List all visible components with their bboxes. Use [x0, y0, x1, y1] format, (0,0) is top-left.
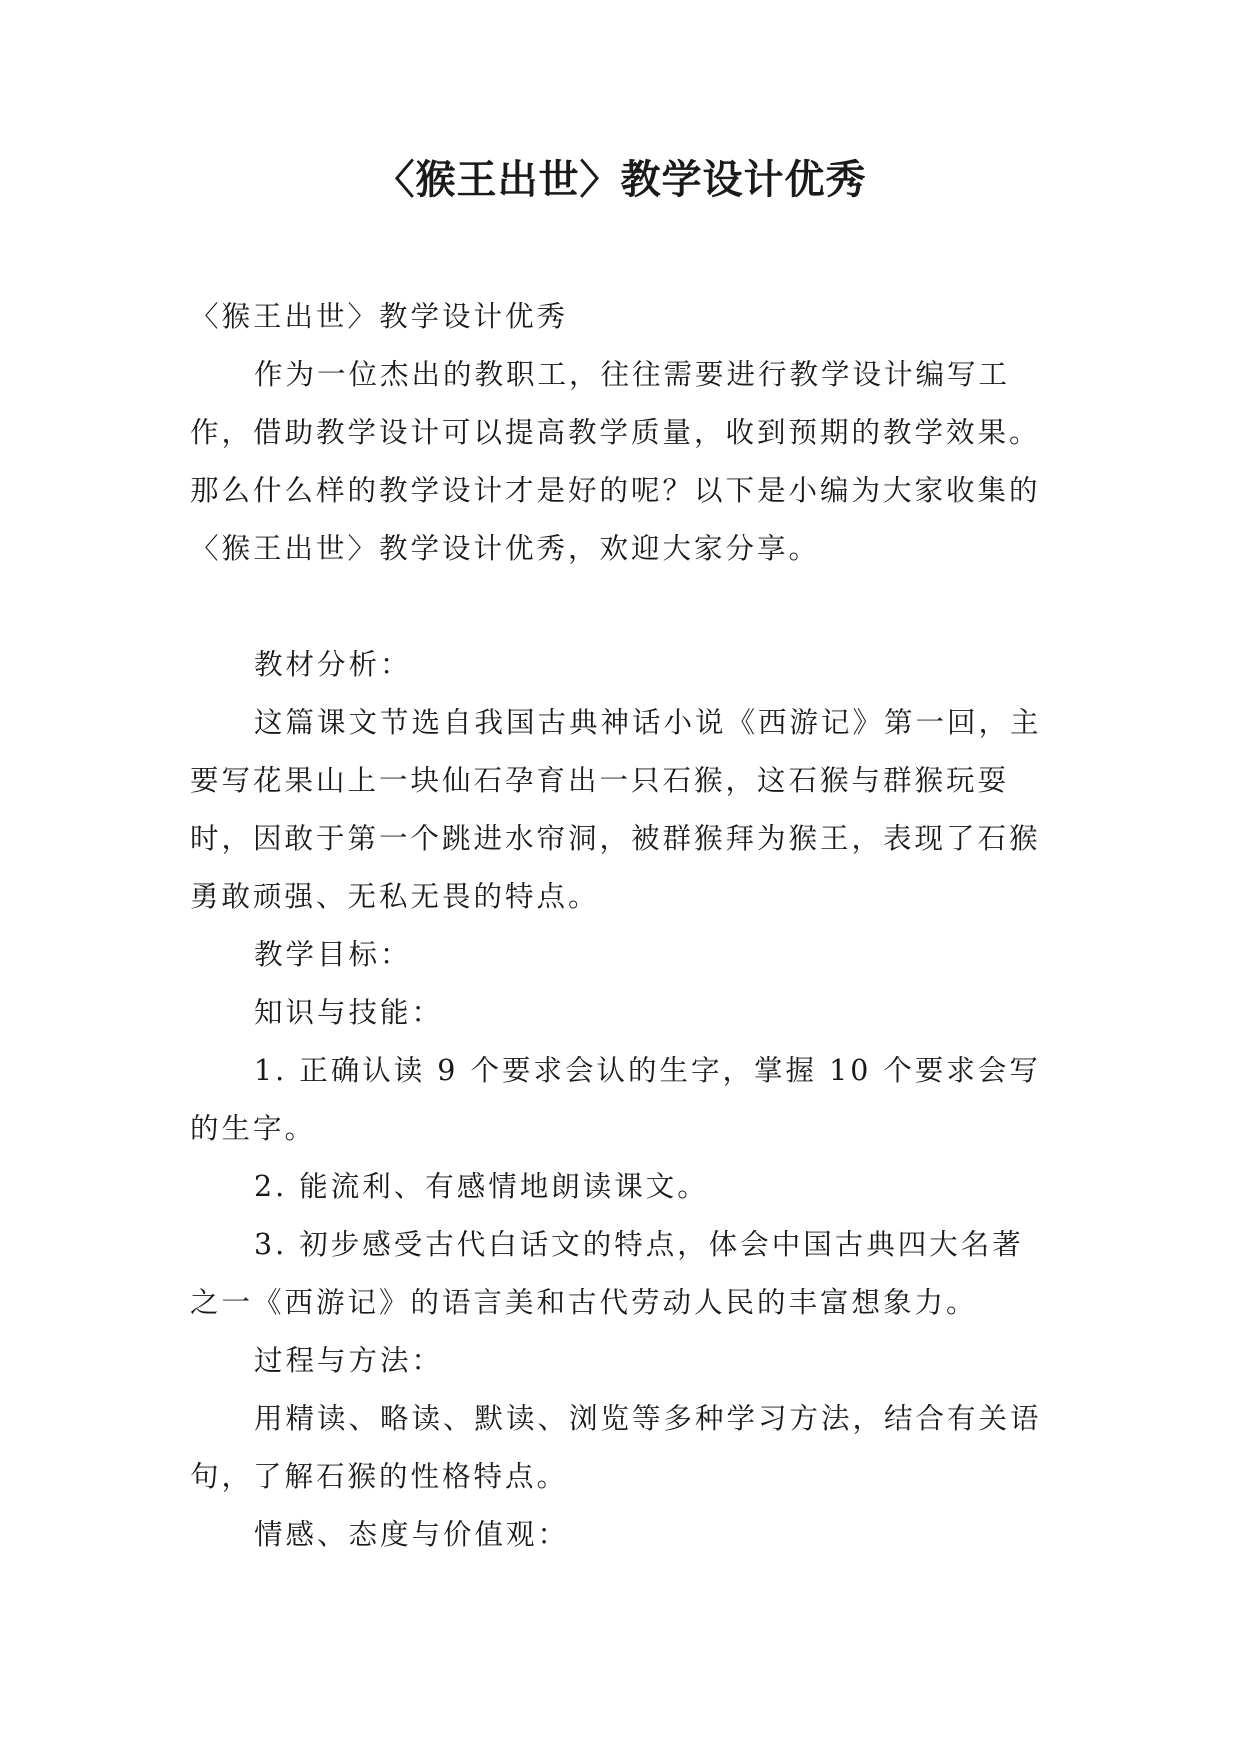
- goal-item-1: 1. 正确认读 9 个要求会认的生字，掌握 10 个要求会写的生字。: [190, 1054, 1041, 1145]
- goal-item-3: 3. 初步感受古代白话文的特点，体会中国古典四大名著之一《西游记》的语言美和古代劳动人民的丰富想象力。: [190, 1228, 1024, 1319]
- blank-line: [190, 578, 1052, 636]
- goal-item-2: 2. 能流利、有感情地朗读课文。: [254, 1170, 709, 1203]
- document-title: 〈猴王出世〉教学设计优秀: [374, 157, 867, 203]
- subtitle-line: 〈猴王出世〉教学设计优秀: [190, 300, 569, 333]
- intro-paragraph: 作为一位杰出的教职工，往往需要进行教学设计编写工作，借助教学设计可以提高教学质量，收到预期的教学效果。那么什么样的教学设计才是好的呢？以下是小编为大家收集的〈猴王出世〉教学设计优秀，欢迎大家分享。: [190, 358, 1041, 565]
- subheading-process-methods: 过程与方法：: [254, 1344, 444, 1377]
- section-heading-teaching-goals: 教学目标：: [254, 938, 412, 971]
- document-body: [190, 288, 1052, 1564]
- subheading-knowledge-skills: 知识与技能：: [254, 996, 444, 1029]
- process-methods-paragraph: 用精读、略读、默读、浏览等多种学习方法，结合有关语句，了解石猴的性格特点。: [190, 1402, 1042, 1493]
- subheading-emotion-values: 情感、态度与价值观：: [254, 1518, 570, 1551]
- material-analysis-paragraph: 这篇课文节选自我国古典神话小说《西游记》第一回，主要写花果山上一块仙石孕育出一只石猴，这石猴与群猴玩耍时，因敢于第一个跳进水帘洞，被群猴拜为猴王，表现了石猴勇敢顽强、无私无畏的特点。: [190, 706, 1042, 913]
- section-heading-material-analysis: 教材分析：: [254, 648, 412, 681]
